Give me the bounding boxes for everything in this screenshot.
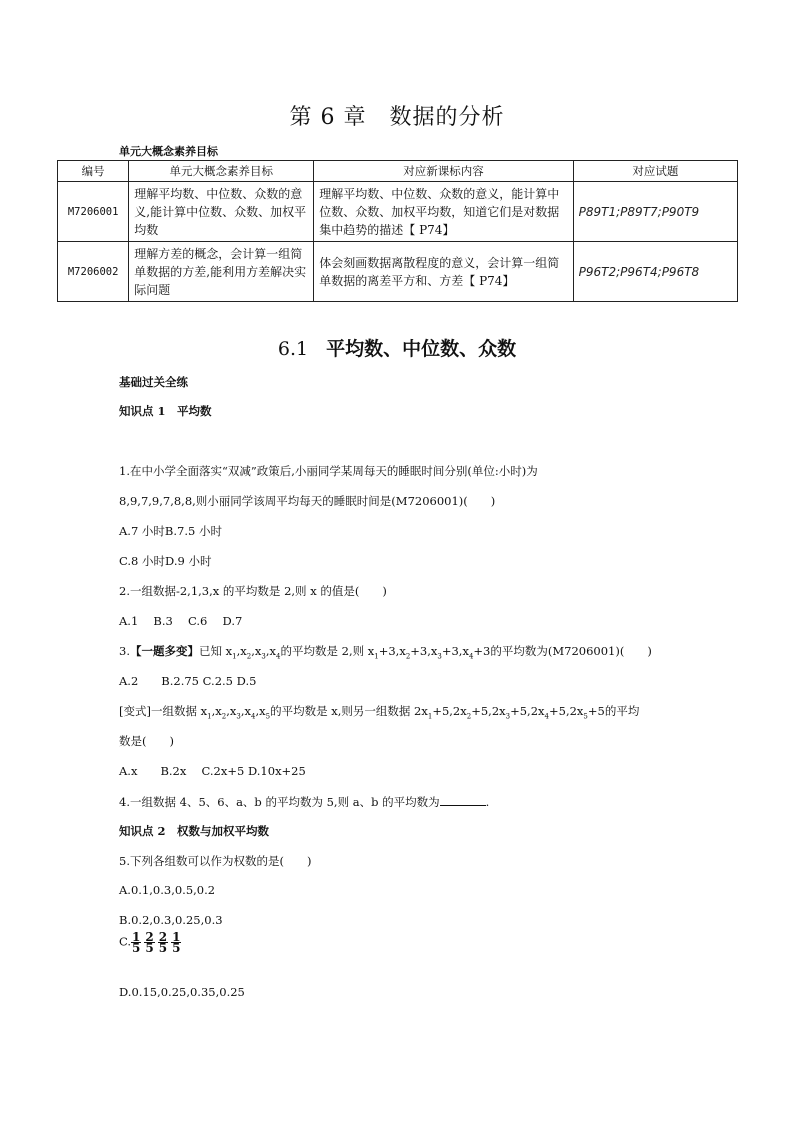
q3-variant-mid: 的平均数是 x,则另一组数据 2x: [270, 704, 428, 718]
row-standard: 体会刻画数据离散程度的意义，会计算一组简单数据的离差平方和、方差【 P74】: [314, 242, 573, 302]
header-items: 对应试题: [573, 161, 737, 182]
fraction-denominator: 5: [172, 941, 181, 955]
fraction-denominator: 5: [145, 941, 154, 955]
q5-option-c-label: C.: [119, 934, 132, 949]
q2-options: A.1 B.3 C.6 D.7: [119, 614, 243, 628]
fraction-denominator: 5: [158, 941, 168, 955]
row-standard: 理解平均数、中位数、众数的意义，能计算中位数、众数、加权平均数，知道它们是对数据集中趋势的描述【 P74】: [314, 182, 573, 242]
section-title: [0, 334, 794, 361]
practice-heading: 基础过关全练: [119, 375, 188, 389]
q5-option-d: D.0.15,0.25,0.35,0.25: [119, 985, 245, 999]
q1-line2: 8,9,7,9,7,8,8,则小丽同学该周平均每天的睡眠时间是(M7206001)( ): [119, 494, 496, 508]
q3-stem: 3.【一题多变】已知 $x_1,x_2,x_3,x_4$的平均数是 2,则 $x_1+3,x_2+3,x_3+3,x_4+3$的平均数为(M7206001)( ): [119, 644, 652, 661]
q3-stem-post: 的平均数为(M7206001)( ): [490, 644, 652, 658]
goals-table: [57, 160, 738, 302]
knowledge-point-2: 知识点 2 权数与加权平均数: [119, 824, 270, 838]
q5-stem: 5.下列各组数可以作为权数的是( ): [119, 854, 312, 868]
row-goal: 理解方差的概念，会计算一组简单数据的方差,能利用方差解决实际问题: [129, 242, 314, 302]
q1-line1: 1.在中小学全面落实“双减”政策后,小丽同学某周每天的睡眠时间分别(单位:小时)为: [119, 464, 538, 478]
fraction-numerator: 1: [172, 930, 181, 944]
knowledge-point-1: 知识点 1 平均数: [119, 404, 212, 418]
table-header-row: [58, 161, 738, 182]
q3-number: 3.: [119, 644, 130, 658]
q5-option-c-fractions: [131, 930, 184, 955]
q5-option-c: [119, 932, 184, 953]
q5-option-b: B.0.2,0.3,0.25,0.3: [119, 913, 223, 927]
row-items: P96T2;P96T4;P96T8: [573, 242, 737, 302]
q3-variant-post: 的平均: [604, 704, 640, 718]
q2-stem: 2.一组数据-2,1,3,x 的平均数是 2,则 x 的值是( ): [119, 584, 387, 598]
header-standard: 对应新课标内容: [314, 161, 573, 182]
fraction-denominator: 5: [132, 941, 141, 955]
fraction-numerator: 2: [145, 930, 154, 944]
q3-stem-mid: 的平均数是 2,则 x: [280, 644, 375, 658]
row-items: P89T1;P89T7;P90T9: [573, 182, 737, 242]
q3-variant-line2: 数是( ): [119, 734, 174, 748]
q4-end: .: [485, 795, 490, 809]
q3-tag: 【一题多变】: [129, 644, 199, 658]
q3-stem-pre: 已知 x: [198, 644, 233, 658]
q3-variant-options: A.x B.2x C.2x+5 D.10x+25: [119, 764, 306, 778]
table-caption: 单元大概念素养目标: [119, 145, 218, 158]
q1-options-cd: C.8 小时D.9 小时: [119, 554, 212, 568]
row-code: M7206001: [58, 182, 129, 242]
fraction: [131, 932, 141, 953]
q3-options: A.2 B.2.75 C.2.5 D.5: [119, 674, 257, 688]
fraction: [144, 932, 154, 953]
table-row: [58, 242, 738, 302]
chapter-title: 第 6 章 数据的分析: [289, 105, 505, 130]
fraction-numerator: 1: [132, 930, 141, 944]
fraction: [158, 932, 168, 953]
q4-answer-blank[interactable]: [440, 793, 486, 806]
q4-text: 4.一组数据 4、5、6、a、b 的平均数为 5,则 a、b 的平均数为: [119, 795, 440, 809]
section-number: 6.1: [277, 338, 309, 360]
fraction: [171, 932, 181, 953]
row-goal: 理解平均数、中位数、众数的意义,能计算中位数、众数、加权平均数: [129, 182, 314, 242]
header-code: 编号: [58, 161, 129, 182]
q1-options-ab: A.7 小时B.7.5 小时: [119, 524, 222, 538]
q3-variant-line1: [变式]一组数据 $x_1,x_2,x_3,x_4,x_5$的平均数是 x,则另一组数据 $2x_1+5,2x_2+5,2x_3+5,2x_4+5,2x_5+5$的平均: [119, 704, 640, 721]
header-goal: 单元大概念素养目标: [129, 161, 314, 182]
table-row: [58, 182, 738, 242]
row-code: M7206002: [58, 242, 129, 302]
q3-variant-pre: [变式]一组数据 x: [119, 704, 208, 718]
q5-option-a: A.0.1,0.3,0.5,0.2: [119, 883, 216, 897]
q4-stem: [119, 793, 489, 810]
fraction-numerator: 2: [158, 930, 168, 944]
section-name: 平均数、中位数、众数: [326, 338, 517, 360]
